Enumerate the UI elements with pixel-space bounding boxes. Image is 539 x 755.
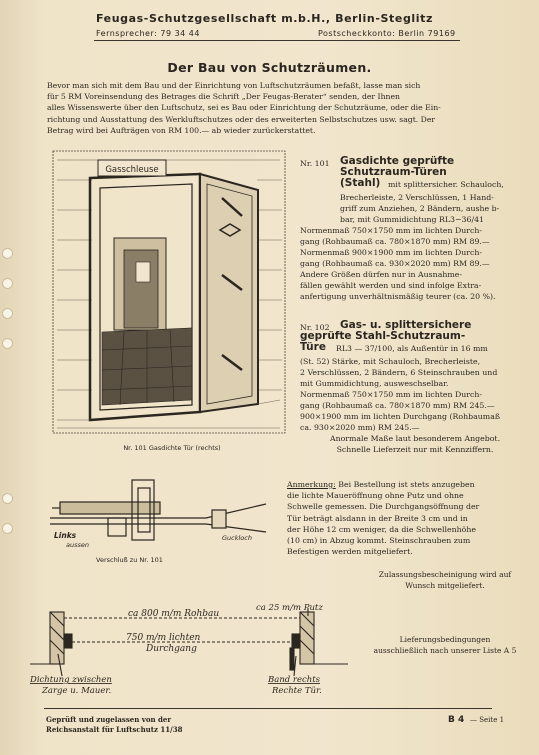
header-rule	[94, 40, 460, 41]
product-102-norm: ca. 930×2020 mm) RM 245.—	[300, 423, 420, 432]
order-note	[287, 479, 532, 557]
page-number: — Seite 1	[470, 716, 505, 724]
product-102-heading: Gas- u. splittersichere	[340, 319, 472, 331]
note-line: Bei Bestellung ist stets anzugeben	[338, 480, 475, 489]
intro-line: Bevor man sich mit dem Bau und der Einrichtung von Luftschutzräumen befaßt, lasse man sich	[47, 81, 421, 90]
lock-detail-drawing	[46, 474, 276, 556]
product-101-norm: Normenmaß 900×1900 mm im lichten Durch-	[300, 248, 483, 257]
product-101-norm: gang (Rohbaumaß ca. 780×1870 mm) RM 89.—	[300, 237, 490, 246]
product-101-desc: griff zum Anziehen, 2 Bändern, aushe b-	[340, 204, 500, 213]
product-101-heading: (Stahl)	[340, 177, 381, 189]
product-102-desc: mit Gummidichtung, ausweschselbar.	[300, 379, 449, 388]
product-102-desc: (St. 52) Stärke, mit Schauloch, Brecherleiste,	[300, 357, 481, 366]
delivery-terms	[360, 634, 530, 656]
approval-line: Geprüft und zugelassen von der	[46, 715, 172, 724]
certificate-note	[360, 570, 530, 591]
lock-detail-caption: Verschluß zu Nr. 101	[96, 556, 163, 564]
product-101-desc: bar, mit Gummidichtung RL3−36/41	[340, 215, 485, 224]
note-line: Tür beträgt alsdann in der Breite 3 cm und in	[287, 513, 468, 523]
certificate-line: Wunsch mitgeliefert.	[405, 580, 485, 590]
company-name: Feugas-Schutzgesellschaft m.b.H., Berlin-Steglitz	[96, 12, 434, 25]
product-101	[300, 156, 530, 302]
product-101-other: Andere Größen dürfen nur in Ausnahme-	[300, 270, 463, 279]
door-sign-label: Gasschleuse	[105, 165, 159, 175]
note-line: (10 cm) in Abzug kommt. Steinschrauben zum	[287, 536, 471, 546]
door-illustration-caption: Nr. 101 Gasdichte Tür (rechts)	[123, 444, 221, 452]
approval-line: Reichsanstalt für Luftschutz 11/38	[46, 725, 183, 734]
label-zarge: Zarge u. Mauer.	[42, 686, 112, 696]
product-102-norm: gang (Rohbaumaß ca. 780×1870 mm) RM 245.—	[300, 401, 495, 410]
footer-rule	[44, 708, 492, 709]
punch-hole	[2, 248, 13, 259]
dim-durchgang: Durchgang	[146, 644, 197, 654]
product-101-desc: mit splittersicher. Schauloch,	[388, 180, 504, 189]
intro-line: richtung und Ausstattung des Werkluftschutzes oder des erweiterten Selbstschutzes usw. sagt. Der	[47, 114, 436, 124]
postal-account: Postscheckkonto: Berlin 79169	[318, 29, 456, 38]
label-dichtung: Dichtung zwischen	[30, 675, 112, 685]
approval-note	[46, 715, 182, 735]
phone-number: Fernsprecher: 79 34 44	[96, 29, 200, 38]
note-line: Schwelle gemessen. Die Durchgangsöffnung der	[287, 502, 480, 512]
punch-hole	[2, 493, 13, 504]
product-102-heading: Türe	[300, 341, 326, 353]
punch-hole	[2, 523, 13, 534]
product-102-abnormal: Schnelle Lieferzeit nur mit Kennziffern.	[336, 445, 494, 454]
catalog-code: B 4	[448, 715, 465, 725]
intro-line: für 5 RM Voreinsendung des Betrages die Schrift „Der Feugas-Berater“ senden, der Ihnen	[47, 92, 400, 102]
lock-label-guckloch: Guckloch	[222, 534, 252, 542]
product-101-norm: Normenmaß 750×1750 mm im lichten Durch-	[300, 226, 483, 235]
note-lead: Anmerkung:	[287, 480, 336, 489]
product-101-number: Nr. 101	[300, 159, 330, 168]
product-101-other: anfertigung unverhältnismäßig teurer (ca. 20 %).	[300, 292, 496, 301]
product-101-other: fällen gewählt werden und sind infolge Extra-	[300, 281, 482, 290]
label-rechte-tuer: Rechte Tür.	[272, 686, 322, 696]
product-102-desc: 2 Verschlüssen, 2 Bändern, 6 Steinschrauben und	[300, 368, 498, 377]
product-101-desc: Brecherleiste, 2 Verschlüssen, 1 Hand-	[340, 193, 494, 202]
note-line: Befestigen werden mitgeliefert.	[287, 547, 413, 557]
note-line: der Höhe 12 cm weniger, da die Schwellenhöhe	[287, 524, 476, 534]
punch-hole	[2, 338, 13, 349]
label-band-rechts: Band rechts	[268, 675, 321, 685]
product-102	[300, 320, 530, 455]
punch-hole	[2, 308, 13, 319]
intro-line: alles Wissenswerte über den Luftschutz, sei es Bau oder Einrichtung der Schutzräume, oder die Ein-	[47, 103, 441, 113]
page-title: Der Bau von Schutzräumen.	[167, 60, 372, 75]
dim-putz: ca 25 m/m Putz	[256, 604, 323, 613]
product-102-number: Nr. 102	[300, 323, 330, 332]
dim-rohbau: ca 800 m/m Rohbau	[128, 609, 220, 619]
dim-lichten: 750 m/m lichten	[126, 633, 201, 643]
product-102-norm: 900×1900 mm im lichten Durchgang (Rohbaumaß	[300, 412, 501, 421]
product-101-norm: gang (Rohbaumaß ca. 930×2020 mm) RM 89.—	[300, 259, 490, 268]
product-101-heading: Gasdichte geprüfte	[340, 155, 455, 167]
punch-hole	[2, 278, 13, 289]
note-line: die lichte Maueröffnung ohne Putz und ohne	[287, 491, 464, 501]
product-102-heading: geprüfte Stahl-Schutzraum-	[300, 330, 466, 342]
product-102-desc: RL3 — 37/100, als Außentür in 16 mm	[336, 344, 488, 353]
intro-line: Betrag wird bei Aufträgen von RM 100.— ab wieder zurückerstattet.	[47, 125, 316, 135]
product-101-heading: Schutzraum-Türen	[340, 166, 447, 178]
product-102-abnormal: Anormale Maße laut besonderem Angebot.	[329, 434, 501, 443]
certificate-line: Zulassungsbescheinigung wird auf	[378, 570, 512, 579]
product-102-norm: Normenmaß 750×1750 mm im lichten Durch-	[300, 390, 483, 399]
delivery-line: Lieferungsbedingungen	[399, 635, 491, 644]
opening-dimension-diagram	[28, 604, 358, 696]
delivery-line: ausschließlich nach unserer Liste A 5	[373, 646, 517, 655]
intro-paragraph	[47, 80, 487, 136]
lock-label-aussen: aussen	[66, 541, 89, 549]
lock-label-links: Links	[54, 531, 77, 540]
gas-door-illustration	[52, 150, 292, 438]
